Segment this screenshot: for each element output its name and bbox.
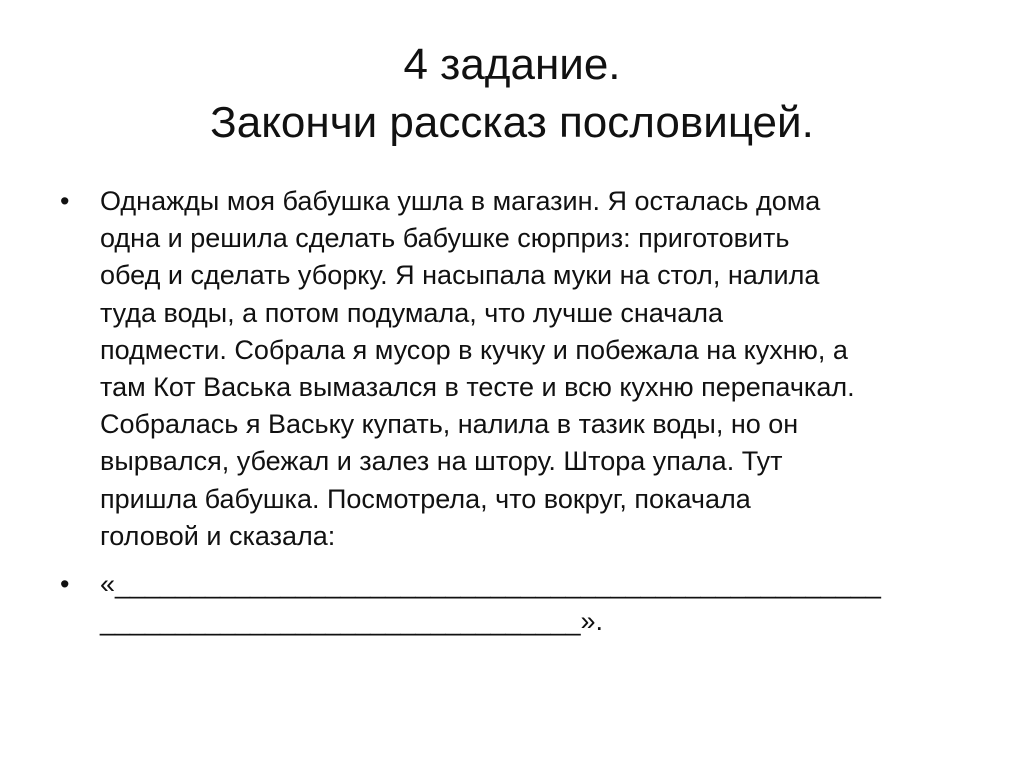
story-line: пришла бабушка. Посмотрела, что вокруг, покачала [100, 483, 751, 514]
story-line: Однажды моя бабушка ушла в магазин. Я осталась дома [100, 186, 821, 216]
story-line: там Кот Васька вымазался в тесте и всю кухню перепачкал. [100, 372, 855, 403]
bullet-story [60, 183, 960, 555]
story-line: подмести. Собрала я мусор в кучку и побежала на кухню, а [100, 334, 848, 365]
bullet-answer-blank [60, 566, 960, 640]
story-line: туда воды, а потом подумала, что лучше сначала [100, 297, 724, 328]
title-line-1: 4 задание. [403, 40, 621, 89]
story-line: обед и сделать уборку. Я насыпала муки на стол, налила [100, 260, 820, 291]
story-line: головой и сказала: [100, 520, 336, 551]
bullet-icon: • [60, 186, 70, 216]
story-line: Собралась я Ваську купать, налила в тазик воды, но он [100, 409, 799, 440]
slide-title [60, 36, 964, 152]
story-line: одна и решила сделать бабушке сюрприз: приготовить [100, 223, 790, 254]
bullet-icon: • [60, 569, 70, 600]
story-line: вырвался, убежал и залез на штору. Штора упала. Тут [100, 446, 783, 477]
slide-body [60, 183, 960, 640]
answer-blank-line: ________________________________». [100, 606, 604, 637]
title-line-2: Закончи рассказ пословицей. [210, 98, 814, 147]
answer-blank-line: «___________________________________________________ [100, 569, 881, 600]
